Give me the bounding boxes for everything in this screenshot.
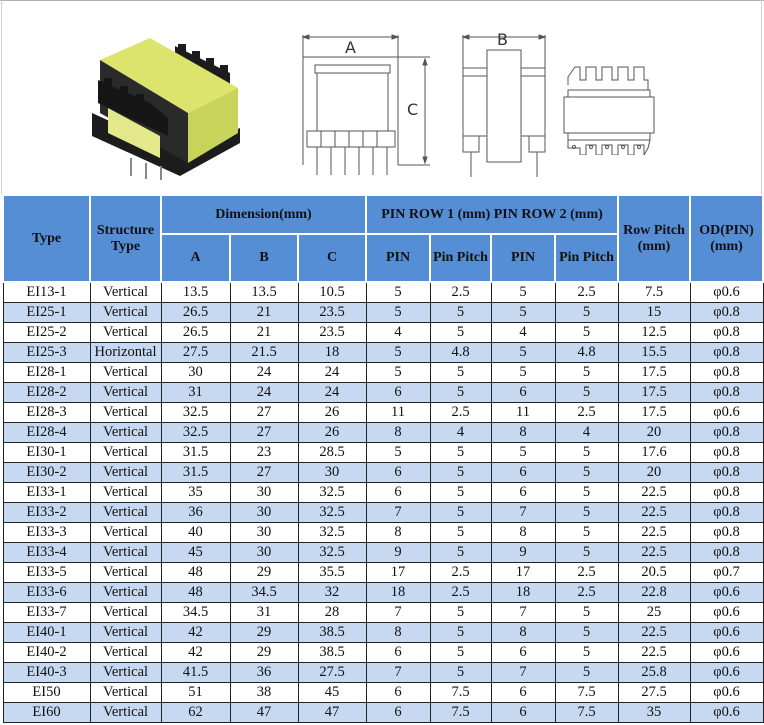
cell-structure: Vertical [90, 383, 161, 403]
cell-dim-b: 30 [230, 483, 298, 503]
cell-od-pin: φ0.8 [690, 463, 763, 483]
cell-dim-a: 42 [161, 623, 230, 643]
cell-row2-pin-pitch: 5 [555, 523, 618, 543]
header-dim-b: B [230, 234, 298, 282]
cell-od-pin: φ0.8 [690, 423, 763, 443]
cell-dim-c: 38.5 [298, 643, 366, 663]
cell-type: EI33-4 [3, 543, 90, 563]
cell-dim-a: 34.5 [161, 603, 230, 623]
cell-od-pin: φ0.7 [690, 563, 763, 583]
cell-type: EI30-1 [3, 443, 90, 463]
cell-dim-b: 29 [230, 643, 298, 663]
cell-row1-pin-pitch: 5 [430, 603, 491, 623]
cell-dim-c: 27.5 [298, 663, 366, 683]
svg-text:B: B [497, 30, 508, 49]
cell-row2-pin: 5 [491, 363, 555, 383]
table-row [3, 603, 763, 623]
cell-row2-pin-pitch: 2.5 [555, 403, 618, 423]
cell-row-pitch: 17.5 [618, 363, 690, 383]
cell-dim-b: 21.5 [230, 343, 298, 363]
cell-row2-pin-pitch: 5 [555, 543, 618, 563]
cell-row2-pin-pitch: 2.5 [555, 282, 618, 303]
cell-od-pin: φ0.6 [690, 583, 763, 603]
cell-dim-b: 29 [230, 563, 298, 583]
cell-dim-b: 31 [230, 603, 298, 623]
cell-dim-b: 38 [230, 683, 298, 703]
cell-row-pitch: 7.5 [618, 282, 690, 303]
cell-row1-pin-pitch: 5 [430, 383, 491, 403]
header-dim-c: C [298, 234, 366, 282]
cell-row2-pin: 6 [491, 703, 555, 723]
cell-dim-a: 62 [161, 703, 230, 723]
cell-dim-c: 30 [298, 463, 366, 483]
cell-row-pitch: 15.5 [618, 343, 690, 363]
cell-dim-a: 40 [161, 523, 230, 543]
header-row2-pin-pitch: Pin Pitch [555, 234, 618, 282]
header-row1-pin: PIN [366, 234, 430, 282]
table-row [3, 563, 763, 583]
cell-row1-pin-pitch: 5 [430, 543, 491, 563]
cell-row1-pin: 5 [366, 343, 430, 363]
cell-structure: Vertical [90, 423, 161, 443]
table-row [3, 403, 763, 423]
cell-row2-pin: 5 [491, 282, 555, 303]
header-row-pitch: Row Pitch (mm) [618, 195, 690, 282]
cell-row-pitch: 25.8 [618, 663, 690, 683]
cell-dim-b: 23 [230, 443, 298, 463]
cell-row-pitch: 25 [618, 603, 690, 623]
cell-row2-pin: 4 [491, 323, 555, 343]
table-row [3, 683, 763, 703]
cell-row1-pin: 7 [366, 663, 430, 683]
cell-row-pitch: 15 [618, 303, 690, 323]
top-view-drawing [560, 55, 670, 155]
header-pin-rows: PIN ROW 1 (mm) PIN ROW 2 (mm) [366, 195, 618, 234]
cell-row1-pin-pitch: 4.8 [430, 343, 491, 363]
product-images [0, 0, 764, 194]
cell-dim-c: 18 [298, 343, 366, 363]
cell-row2-pin-pitch: 4.8 [555, 343, 618, 363]
cell-row2-pin-pitch: 5 [555, 603, 618, 623]
cell-row1-pin: 5 [366, 282, 430, 303]
cell-dim-a: 31 [161, 383, 230, 403]
cell-structure: Vertical [90, 323, 161, 343]
cell-structure: Vertical [90, 623, 161, 643]
cell-row2-pin: 6 [491, 463, 555, 483]
cell-dim-a: 26.5 [161, 303, 230, 323]
cell-dim-c: 32.5 [298, 483, 366, 503]
cell-dim-c: 38.5 [298, 623, 366, 643]
cell-row1-pin-pitch: 7.5 [430, 683, 491, 703]
header-od-pin: OD(PIN) (mm) [690, 195, 763, 282]
cell-row1-pin-pitch: 5 [430, 623, 491, 643]
table-body [3, 282, 763, 723]
cell-dim-a: 48 [161, 583, 230, 603]
cell-structure: Vertical [90, 583, 161, 603]
cell-dim-c: 47 [298, 703, 366, 723]
cell-type: EI28-2 [3, 383, 90, 403]
cell-structure: Vertical [90, 463, 161, 483]
cell-type: EI40-3 [3, 663, 90, 683]
header-type: Type [3, 195, 90, 282]
cell-od-pin: φ0.6 [690, 663, 763, 683]
cell-row-pitch: 20.5 [618, 563, 690, 583]
cell-dim-a: 31.5 [161, 443, 230, 463]
cell-type: EI28-3 [3, 403, 90, 423]
cell-row1-pin-pitch: 5 [430, 663, 491, 683]
table-row [3, 483, 763, 503]
cell-row2-pin-pitch: 5 [555, 463, 618, 483]
cell-row2-pin-pitch: 4 [555, 423, 618, 443]
cell-dim-c: 28.5 [298, 443, 366, 463]
cell-dim-c: 23.5 [298, 303, 366, 323]
cell-row1-pin-pitch: 5 [430, 303, 491, 323]
cell-row2-pin-pitch: 5 [555, 663, 618, 683]
cell-row2-pin: 8 [491, 623, 555, 643]
cell-type: EI40-2 [3, 643, 90, 663]
table-row [3, 363, 763, 383]
cell-row2-pin: 6 [491, 383, 555, 403]
cell-dim-c: 32 [298, 583, 366, 603]
cell-dim-c: 32.5 [298, 523, 366, 543]
cell-row1-pin: 8 [366, 423, 430, 443]
cell-dim-b: 27 [230, 403, 298, 423]
cell-structure: Vertical [90, 363, 161, 383]
cell-dim-c: 28 [298, 603, 366, 623]
cell-type: EI50 [3, 683, 90, 703]
cell-dim-b: 29 [230, 623, 298, 643]
cell-row2-pin-pitch: 5 [555, 303, 618, 323]
cell-row1-pin: 17 [366, 563, 430, 583]
cell-row1-pin-pitch: 2.5 [430, 583, 491, 603]
cell-row1-pin: 11 [366, 403, 430, 423]
cell-row2-pin-pitch: 5 [555, 383, 618, 403]
cell-row1-pin-pitch: 2.5 [430, 403, 491, 423]
cell-row2-pin: 6 [491, 483, 555, 503]
cell-row-pitch: 22.8 [618, 583, 690, 603]
side-dimension-drawing [455, 25, 555, 185]
cell-type: EI33-3 [3, 523, 90, 543]
cell-row1-pin-pitch: 5 [430, 363, 491, 383]
cell-row1-pin: 4 [366, 323, 430, 343]
cell-dim-a: 32.5 [161, 423, 230, 443]
cell-dim-c: 45 [298, 683, 366, 703]
cell-row-pitch: 22.5 [618, 543, 690, 563]
cell-row1-pin-pitch: 2.5 [430, 282, 491, 303]
front-dimension-drawing [295, 25, 455, 185]
cell-od-pin: φ0.8 [690, 323, 763, 343]
cell-structure: Vertical [90, 563, 161, 583]
cell-row1-pin: 7 [366, 503, 430, 523]
table-row [3, 323, 763, 343]
cell-row2-pin: 18 [491, 583, 555, 603]
cell-structure: Horizontal [90, 343, 161, 363]
cell-row2-pin: 9 [491, 543, 555, 563]
cell-row2-pin-pitch: 2.5 [555, 563, 618, 583]
cell-row1-pin-pitch: 4 [430, 423, 491, 443]
cell-od-pin: φ0.8 [690, 303, 763, 323]
cell-row-pitch: 22.5 [618, 643, 690, 663]
cell-od-pin: φ0.8 [690, 343, 763, 363]
cell-type: EI33-7 [3, 603, 90, 623]
cell-row1-pin: 9 [366, 543, 430, 563]
cell-structure: Vertical [90, 643, 161, 663]
cell-structure: Vertical [90, 403, 161, 423]
cell-dim-a: 31.5 [161, 463, 230, 483]
table-row [3, 463, 763, 483]
cell-row2-pin: 7 [491, 503, 555, 523]
cell-row2-pin: 8 [491, 523, 555, 543]
cell-od-pin: φ0.6 [690, 623, 763, 643]
cell-row-pitch: 17.6 [618, 443, 690, 463]
table-row [3, 443, 763, 463]
cell-row1-pin-pitch: 7.5 [430, 703, 491, 723]
cell-dim-c: 10.5 [298, 282, 366, 303]
cell-structure: Vertical [90, 603, 161, 623]
cell-row1-pin-pitch: 5 [430, 483, 491, 503]
cell-dim-a: 48 [161, 563, 230, 583]
cell-type: EI28-4 [3, 423, 90, 443]
cell-row1-pin-pitch: 5 [430, 323, 491, 343]
cell-row2-pin-pitch: 7.5 [555, 683, 618, 703]
table-row [3, 663, 763, 683]
cell-row2-pin: 5 [491, 303, 555, 323]
cell-row2-pin-pitch: 5 [555, 623, 618, 643]
cell-structure: Vertical [90, 703, 161, 723]
cell-structure: Vertical [90, 523, 161, 543]
cell-dim-c: 24 [298, 383, 366, 403]
cell-dim-c: 35.5 [298, 563, 366, 583]
header-row2-pin: PIN [491, 234, 555, 282]
cell-structure: Vertical [90, 443, 161, 463]
cell-row1-pin: 18 [366, 583, 430, 603]
cell-row2-pin-pitch: 7.5 [555, 703, 618, 723]
cell-row1-pin: 6 [366, 383, 430, 403]
cell-row2-pin: 5 [491, 443, 555, 463]
table-row [3, 623, 763, 643]
cell-dim-c: 32.5 [298, 543, 366, 563]
cell-row1-pin: 7 [366, 603, 430, 623]
table-row [3, 282, 763, 303]
cell-structure: Vertical [90, 303, 161, 323]
cell-dim-b: 13.5 [230, 282, 298, 303]
cell-od-pin: φ0.6 [690, 643, 763, 663]
cell-row1-pin: 6 [366, 703, 430, 723]
cell-row-pitch: 22.5 [618, 503, 690, 523]
cell-row1-pin: 6 [366, 483, 430, 503]
cell-row2-pin: 7 [491, 663, 555, 683]
cell-structure: Vertical [90, 683, 161, 703]
cell-row2-pin-pitch: 5 [555, 363, 618, 383]
cell-dim-b: 30 [230, 503, 298, 523]
cell-row-pitch: 27.5 [618, 683, 690, 703]
cell-dim-a: 41.5 [161, 663, 230, 683]
cell-row1-pin-pitch: 5 [430, 643, 491, 663]
cell-dim-b: 34.5 [230, 583, 298, 603]
cell-od-pin: φ0.6 [690, 683, 763, 703]
cell-type: EI25-1 [3, 303, 90, 323]
cell-dim-b: 27 [230, 463, 298, 483]
cell-row1-pin-pitch: 5 [430, 443, 491, 463]
cell-row-pitch: 17.5 [618, 383, 690, 403]
cell-row2-pin-pitch: 5 [555, 323, 618, 343]
cell-dim-a: 35 [161, 483, 230, 503]
cell-row-pitch: 35 [618, 703, 690, 723]
cell-dim-c: 23.5 [298, 323, 366, 343]
cell-row2-pin: 6 [491, 643, 555, 663]
table-row [3, 503, 763, 523]
cell-structure: Vertical [90, 483, 161, 503]
cell-type: EI28-1 [3, 363, 90, 383]
cell-dim-c: 32.5 [298, 503, 366, 523]
cell-od-pin: φ0.8 [690, 483, 763, 503]
cell-type: EI33-1 [3, 483, 90, 503]
header-dimension: Dimension(mm) [161, 195, 366, 234]
cell-structure: Vertical [90, 282, 161, 303]
cell-row1-pin: 5 [366, 443, 430, 463]
cell-dim-a: 36 [161, 503, 230, 523]
table-row [3, 523, 763, 543]
cell-od-pin: φ0.8 [690, 503, 763, 523]
cell-row1-pin: 8 [366, 623, 430, 643]
cell-type: EI33-6 [3, 583, 90, 603]
cell-type: EI60 [3, 703, 90, 723]
cell-dim-b: 21 [230, 323, 298, 343]
cell-row2-pin: 17 [491, 563, 555, 583]
svg-text:C: C [407, 100, 419, 119]
cell-od-pin: φ0.6 [690, 403, 763, 423]
cell-dim-b: 21 [230, 303, 298, 323]
table-row [3, 583, 763, 603]
table-row [3, 303, 763, 323]
cell-row2-pin: 7 [491, 603, 555, 623]
cell-type: EI30-2 [3, 463, 90, 483]
header-structure-type: Structure Type [90, 195, 161, 282]
cell-dim-a: 32.5 [161, 403, 230, 423]
cell-structure: Vertical [90, 543, 161, 563]
cell-row2-pin-pitch: 5 [555, 503, 618, 523]
cell-row1-pin: 6 [366, 463, 430, 483]
cell-dim-b: 27 [230, 423, 298, 443]
cell-od-pin: φ0.6 [690, 603, 763, 623]
cell-row1-pin: 5 [366, 363, 430, 383]
cell-row2-pin-pitch: 5 [555, 643, 618, 663]
header-dim-a: A [161, 234, 230, 282]
cell-row1-pin-pitch: 5 [430, 503, 491, 523]
cell-od-pin: φ0.8 [690, 523, 763, 543]
table-row [3, 543, 763, 563]
cell-dim-b: 24 [230, 383, 298, 403]
cell-dim-b: 24 [230, 363, 298, 383]
cell-structure: Vertical [90, 663, 161, 683]
cell-row1-pin: 6 [366, 683, 430, 703]
cell-row-pitch: 20 [618, 423, 690, 443]
cell-row2-pin: 8 [491, 423, 555, 443]
cell-row-pitch: 22.5 [618, 523, 690, 543]
cell-dim-b: 30 [230, 543, 298, 563]
cell-row1-pin: 5 [366, 303, 430, 323]
table-row [3, 703, 763, 723]
cell-dim-a: 13.5 [161, 282, 230, 303]
cell-row2-pin: 5 [491, 343, 555, 363]
cell-dim-a: 30 [161, 363, 230, 383]
cell-od-pin: φ0.8 [690, 363, 763, 383]
cell-row-pitch: 22.5 [618, 623, 690, 643]
cell-dim-a: 51 [161, 683, 230, 703]
cell-row1-pin: 8 [366, 523, 430, 543]
cell-row2-pin-pitch: 2.5 [555, 583, 618, 603]
cell-type: EI33-5 [3, 563, 90, 583]
cell-row-pitch: 20 [618, 463, 690, 483]
cell-type: EI40-1 [3, 623, 90, 643]
cell-dim-c: 24 [298, 363, 366, 383]
cell-structure: Vertical [90, 503, 161, 523]
cell-od-pin: φ0.6 [690, 282, 763, 303]
cell-row-pitch: 22.5 [618, 483, 690, 503]
cell-row2-pin: 6 [491, 683, 555, 703]
table-row [3, 343, 763, 363]
transformer-spec-table [2, 194, 764, 723]
cell-dim-c: 26 [298, 403, 366, 423]
table-row [3, 643, 763, 663]
cell-od-pin: φ0.6 [690, 703, 763, 723]
cell-dim-b: 30 [230, 523, 298, 543]
cell-dim-a: 42 [161, 643, 230, 663]
svg-text:A: A [345, 38, 356, 57]
cell-type: EI33-2 [3, 503, 90, 523]
cell-od-pin: φ0.8 [690, 543, 763, 563]
cell-row-pitch: 17.5 [618, 403, 690, 423]
cell-type: EI25-2 [3, 323, 90, 343]
cell-od-pin: φ0.8 [690, 383, 763, 403]
cell-row1-pin-pitch: 2.5 [430, 563, 491, 583]
cell-row1-pin: 6 [366, 643, 430, 663]
cell-row-pitch: 12.5 [618, 323, 690, 343]
cell-type: EI25-3 [3, 343, 90, 363]
cell-dim-a: 26.5 [161, 323, 230, 343]
cell-row1-pin-pitch: 5 [430, 523, 491, 543]
table-row [3, 423, 763, 443]
cell-type: EI13-1 [3, 282, 90, 303]
cell-dim-a: 27.5 [161, 343, 230, 363]
cell-row2-pin-pitch: 5 [555, 483, 618, 503]
cell-dim-b: 36 [230, 663, 298, 683]
header-row1-pin-pitch: Pin Pitch [430, 234, 491, 282]
transformer-photo [90, 18, 250, 183]
cell-dim-a: 45 [161, 543, 230, 563]
cell-od-pin: φ0.8 [690, 443, 763, 463]
cell-dim-b: 47 [230, 703, 298, 723]
cell-row1-pin-pitch: 5 [430, 463, 491, 483]
cell-row2-pin: 11 [491, 403, 555, 423]
cell-row2-pin-pitch: 5 [555, 443, 618, 463]
table-row [3, 383, 763, 403]
cell-dim-c: 26 [298, 423, 366, 443]
